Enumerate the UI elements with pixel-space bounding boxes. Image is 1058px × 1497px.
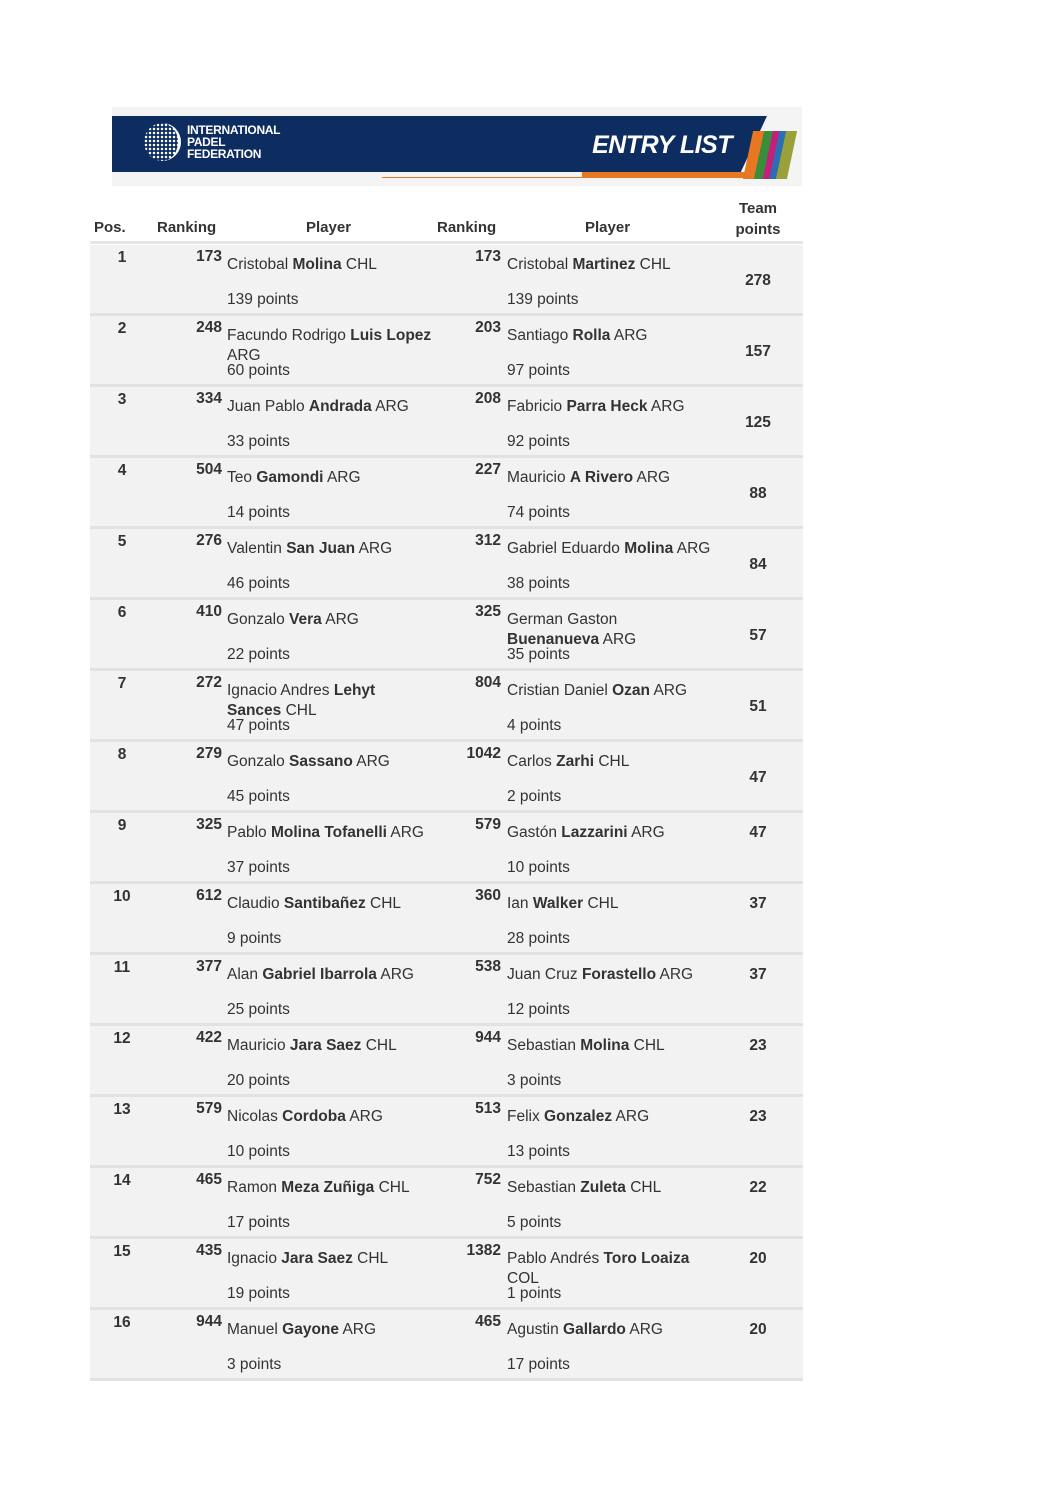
player2-last-name: Molina [624, 540, 674, 557]
player2-last-name: Lazzarini [561, 824, 628, 841]
player2-points: 2 points [507, 788, 562, 805]
player1-ranking: 276 [196, 532, 222, 549]
player2-country: COL [507, 1270, 539, 1287]
player2-points: 3 points [507, 1072, 562, 1089]
player1-last-name: Molina Tofanelli [270, 824, 387, 841]
team-points: 278 [745, 272, 771, 289]
player2-points: 17 points [507, 1356, 570, 1373]
table-row [90, 1168, 803, 1239]
position: 14 [113, 1172, 131, 1189]
player1-ranking: 422 [196, 1029, 222, 1046]
player2-first-name: Gastón [507, 824, 557, 841]
banner-accent-line [382, 177, 582, 178]
player2-ranking: 325 [475, 603, 501, 620]
table-row [90, 529, 803, 600]
player1-last-name: Cordoba [282, 1108, 346, 1125]
position: 8 [117, 746, 127, 763]
padel-ball-icon [144, 123, 181, 161]
player1-name [227, 965, 432, 985]
player2-first-name: Felix [507, 1108, 540, 1125]
position: 12 [113, 1030, 131, 1047]
player2-last-name: Walker [532, 895, 584, 912]
header-divider [90, 241, 803, 244]
position: 6 [117, 604, 127, 621]
player1-first-name: Ignacio Andres [227, 682, 330, 699]
player1-ranking: 334 [196, 390, 222, 407]
player1-ranking: 944 [196, 1313, 222, 1330]
player1-name [227, 539, 432, 559]
player2-first-name: Sebastian [507, 1037, 576, 1054]
player2-first-name: Cristobal [507, 256, 569, 273]
player2-points: 97 points [507, 362, 570, 379]
player2-ranking: 579 [475, 816, 501, 833]
player1-ranking: 410 [196, 603, 222, 620]
player2-first-name: Ian [507, 895, 529, 912]
header-ranking-2: Ranking [437, 219, 497, 236]
team-points: 125 [745, 414, 771, 431]
player2-first-name: Juan Cruz [507, 966, 578, 983]
player2-ranking: 538 [475, 958, 501, 975]
header-pos: Pos. [94, 219, 126, 236]
team-points: 57 [749, 627, 767, 644]
player2-country: CHL [587, 895, 619, 912]
player1-name [227, 1178, 432, 1198]
player2-country: ARG [615, 1108, 650, 1125]
player1-ranking: 377 [196, 958, 222, 975]
team-points: 23 [749, 1037, 767, 1054]
player1-name [227, 823, 432, 843]
player2-name [507, 326, 712, 346]
player2-last-name: Gonzalez [544, 1108, 613, 1125]
player2-last-name: Toro Loaiza [603, 1250, 690, 1267]
player2-points: 5 points [507, 1214, 562, 1231]
player2-last-name: Ozan [612, 682, 651, 699]
player1-first-name: Manuel [227, 1321, 278, 1338]
player1-first-name: Juan Pablo [227, 398, 305, 415]
player2-country: ARG [631, 824, 665, 841]
player1-name [227, 397, 432, 417]
player1-last-name: Gamondi [256, 469, 324, 486]
player1-first-name: Facundo Rodrigo [227, 327, 346, 344]
player2-country: ARG [602, 631, 637, 648]
player1-name [227, 752, 432, 772]
header-team-points-line1: Team [738, 200, 778, 217]
player1-name [227, 1036, 432, 1056]
entry-table [90, 245, 803, 1381]
banner-title: ENTRY LIST [592, 131, 732, 159]
player2-points: 139 points [507, 291, 579, 308]
position: 10 [113, 888, 131, 905]
player1-name [227, 894, 432, 914]
table-row [90, 1097, 803, 1168]
player1-last-name: Santibañez [283, 895, 366, 912]
player1-last-name: Molina [292, 256, 342, 273]
table-row [90, 316, 803, 387]
table-row [90, 458, 803, 529]
team-points: 23 [749, 1108, 767, 1125]
logo-text-line2: PADEL [187, 135, 226, 149]
player1-ranking: 325 [196, 816, 222, 833]
player1-first-name: Valentin [227, 540, 282, 557]
player1-ranking: 465 [196, 1171, 222, 1188]
table-row [90, 1310, 803, 1381]
player2-last-name: Zuleta [580, 1179, 626, 1196]
player2-country: ARG [613, 327, 648, 344]
player1-points: 47 points [227, 717, 290, 734]
player2-last-name: Parra Heck [566, 398, 648, 415]
header-team-points [734, 198, 782, 240]
player2-country: ARG [676, 540, 711, 557]
player1-ranking: 173 [196, 248, 222, 265]
player2-name [507, 823, 712, 843]
player1-points: 46 points [227, 575, 290, 592]
player1-points: 14 points [227, 504, 290, 521]
player1-first-name: Ramon [227, 1179, 277, 1196]
player1-name [227, 1320, 432, 1340]
player2-name [507, 1107, 712, 1127]
player1-last-name: Andrada [308, 398, 372, 415]
table-row [90, 884, 803, 955]
player1-last-name: Meza Zuñiga [281, 1179, 375, 1196]
player1-country: ARG [375, 398, 409, 415]
player1-last-name: Lehyt Sances [227, 682, 376, 719]
player2-ranking: 804 [475, 674, 501, 691]
banner-accent-bar [582, 172, 762, 178]
header-banner [112, 107, 802, 186]
player2-name [507, 752, 712, 772]
player1-country: ARG [326, 469, 361, 486]
table-row [90, 671, 803, 742]
player2-country: ARG [659, 966, 694, 983]
player1-points: 17 points [227, 1214, 290, 1231]
player1-ranking: 272 [196, 674, 222, 691]
ipf-logo [144, 123, 280, 161]
player2-ranking: 1042 [466, 745, 501, 762]
player2-name [507, 681, 712, 701]
player1-last-name: Sassano [289, 753, 353, 770]
player1-country: ARG [342, 1321, 377, 1338]
table-row [90, 1239, 803, 1310]
team-points: 37 [749, 895, 767, 912]
player2-country: CHL [639, 256, 671, 273]
position: 15 [113, 1243, 131, 1260]
team-points: 47 [749, 824, 767, 841]
logo-text-line3: FEDERATION [187, 147, 262, 161]
player2-ranking: 312 [475, 532, 501, 549]
player2-ranking: 752 [475, 1171, 501, 1188]
player1-country: CHL [285, 702, 317, 719]
logo-text-line1: INTERNATIONAL [187, 123, 281, 137]
player1-first-name: Gonzalo [227, 611, 285, 628]
team-points: 20 [749, 1250, 767, 1267]
player2-ranking: 944 [475, 1029, 501, 1046]
table-row [90, 742, 803, 813]
header-ranking-1: Ranking [157, 219, 217, 236]
player1-last-name: Gabriel Ibarrola [262, 966, 377, 983]
player2-first-name: Fabricio [507, 398, 563, 415]
player2-ranking: 208 [475, 390, 501, 407]
player1-ranking: 579 [196, 1100, 222, 1117]
player2-last-name: A Rivero [569, 469, 634, 486]
player1-country: CHL [357, 1250, 389, 1267]
player2-first-name: Santiago [507, 327, 569, 344]
player2-points: 13 points [507, 1143, 570, 1160]
team-points: 37 [749, 966, 767, 983]
player1-first-name: Nicolas [227, 1108, 278, 1125]
player1-country: ARG [380, 966, 414, 983]
player1-ranking: 248 [196, 319, 222, 336]
player1-first-name: Claudio [227, 895, 280, 912]
position: 7 [117, 675, 127, 692]
player2-points: 28 points [507, 930, 570, 947]
player2-name [507, 894, 712, 914]
player2-first-name: Gabriel Eduardo [507, 540, 620, 557]
header-team-points-line2: points [735, 221, 781, 238]
table-row [90, 600, 803, 671]
player2-ranking: 465 [475, 1313, 501, 1330]
player1-points: 20 points [227, 1072, 290, 1089]
player1-country: ARG [356, 753, 390, 770]
player1-points: 9 points [227, 930, 282, 947]
table-row [90, 955, 803, 1026]
position: 11 [113, 959, 131, 976]
player2-name [507, 1178, 712, 1198]
player2-ranking: 227 [475, 461, 501, 478]
player2-name [507, 1249, 712, 1289]
player1-points: 37 points [227, 859, 290, 876]
player1-points: 22 points [227, 646, 290, 663]
player1-country: CHL [345, 256, 377, 273]
player2-first-name: Agustin [507, 1321, 559, 1338]
team-points: 47 [749, 769, 767, 786]
player1-first-name: Teo [227, 469, 252, 486]
player2-last-name: Gallardo [563, 1321, 626, 1338]
player1-country: ARG [227, 347, 261, 364]
player2-first-name: Pablo Andrés [507, 1250, 600, 1267]
position: 3 [117, 391, 127, 408]
player2-name [507, 397, 712, 417]
player1-name [227, 1107, 432, 1127]
player2-first-name: German Gaston [507, 611, 618, 628]
player2-first-name: Carlos [507, 753, 552, 770]
player2-last-name: Zarhi [556, 753, 595, 770]
table-row [90, 1026, 803, 1097]
player2-first-name: Cristian Daniel [507, 682, 608, 699]
player1-ranking: 504 [196, 461, 222, 478]
player1-points: 33 points [227, 433, 290, 450]
player2-ranking: 360 [475, 887, 501, 904]
player1-ranking: 612 [196, 887, 222, 904]
player2-last-name: Martinez [572, 256, 636, 273]
player2-ranking: 1382 [466, 1242, 501, 1259]
player1-country: ARG [349, 1108, 383, 1125]
player1-name [227, 681, 432, 721]
player2-points: 35 points [507, 646, 570, 663]
player1-first-name: Ignacio [227, 1250, 277, 1267]
player2-points: 92 points [507, 433, 570, 450]
player2-country: ARG [653, 682, 688, 699]
player1-ranking: 435 [196, 1242, 222, 1259]
banner-color-stripes [743, 131, 797, 179]
player1-first-name: Alan [227, 966, 259, 983]
team-points: 51 [749, 698, 767, 715]
player1-name [227, 610, 432, 630]
team-points: 84 [749, 556, 767, 573]
position: 1 [117, 249, 127, 266]
player2-ranking: 203 [475, 319, 501, 336]
position: 2 [117, 320, 127, 337]
player1-first-name: Cristobal [227, 256, 289, 273]
player1-last-name: Gayone [282, 1321, 340, 1338]
player2-points: 1 points [507, 1285, 562, 1302]
table-row [90, 245, 803, 316]
player2-points: 12 points [507, 1001, 570, 1018]
player1-ranking: 279 [196, 745, 222, 762]
player2-ranking: 173 [475, 248, 501, 265]
player1-first-name: Pablo [227, 824, 267, 841]
player1-name [227, 468, 432, 488]
player2-ranking: 513 [475, 1100, 501, 1117]
player2-name [507, 468, 712, 488]
table-row [90, 387, 803, 458]
player2-first-name: Mauricio [507, 469, 566, 486]
player2-points: 10 points [507, 859, 570, 876]
player1-points: 3 points [227, 1356, 282, 1373]
player2-country: ARG [629, 1321, 663, 1338]
player2-last-name: Rolla [572, 327, 611, 344]
player1-points: 19 points [227, 1285, 290, 1302]
player2-last-name: Molina [580, 1037, 630, 1054]
player2-country: CHL [630, 1179, 662, 1196]
team-points: 22 [749, 1179, 767, 1196]
player2-first-name: Sebastian [507, 1179, 576, 1196]
player2-country: ARG [636, 469, 671, 486]
player2-country: CHL [633, 1037, 665, 1054]
player1-name [227, 326, 432, 366]
player1-first-name: Mauricio [227, 1037, 286, 1054]
team-points: 157 [745, 343, 771, 360]
position: 16 [113, 1314, 131, 1331]
player2-name [507, 255, 712, 275]
table-row [90, 813, 803, 884]
player1-last-name: Jara Saez [289, 1037, 362, 1054]
player2-last-name: Buenanueva [507, 631, 600, 648]
header-player-2: Player [585, 219, 631, 236]
player1-points: 45 points [227, 788, 290, 805]
player1-country: CHL [365, 1037, 397, 1054]
player1-points: 25 points [227, 1001, 290, 1018]
position: 5 [117, 533, 127, 550]
header-player-1: Player [306, 219, 352, 236]
position: 9 [117, 817, 127, 834]
player1-last-name: Vera [289, 611, 322, 628]
player1-name [227, 255, 432, 275]
player1-last-name: San Juan [286, 540, 356, 557]
position: 13 [113, 1101, 131, 1118]
position: 4 [117, 462, 127, 479]
player1-name [227, 1249, 432, 1269]
player1-country: ARG [390, 824, 424, 841]
player1-last-name: Luis Lopez [350, 327, 432, 344]
player1-last-name: Jara Saez [281, 1250, 353, 1267]
player2-points: 74 points [507, 504, 570, 521]
team-points: 20 [749, 1321, 767, 1338]
player1-points: 10 points [227, 1143, 290, 1160]
player1-country: ARG [325, 611, 359, 628]
player1-country: ARG [358, 540, 393, 557]
player2-points: 38 points [507, 575, 570, 592]
player2-country: ARG [650, 398, 685, 415]
player2-country: CHL [598, 753, 630, 770]
player1-points: 139 points [227, 291, 299, 308]
player1-first-name: Gonzalo [227, 753, 285, 770]
player2-last-name: Forastello [581, 966, 657, 983]
player1-country: CHL [370, 895, 402, 912]
player2-name [507, 1036, 712, 1056]
player2-name [507, 965, 712, 985]
player2-name [507, 610, 712, 650]
player1-country: CHL [378, 1179, 410, 1196]
player2-name [507, 1320, 712, 1340]
player1-points: 60 points [227, 362, 290, 379]
player2-name [507, 539, 712, 559]
team-points: 88 [749, 485, 767, 502]
player2-points: 4 points [507, 717, 562, 734]
